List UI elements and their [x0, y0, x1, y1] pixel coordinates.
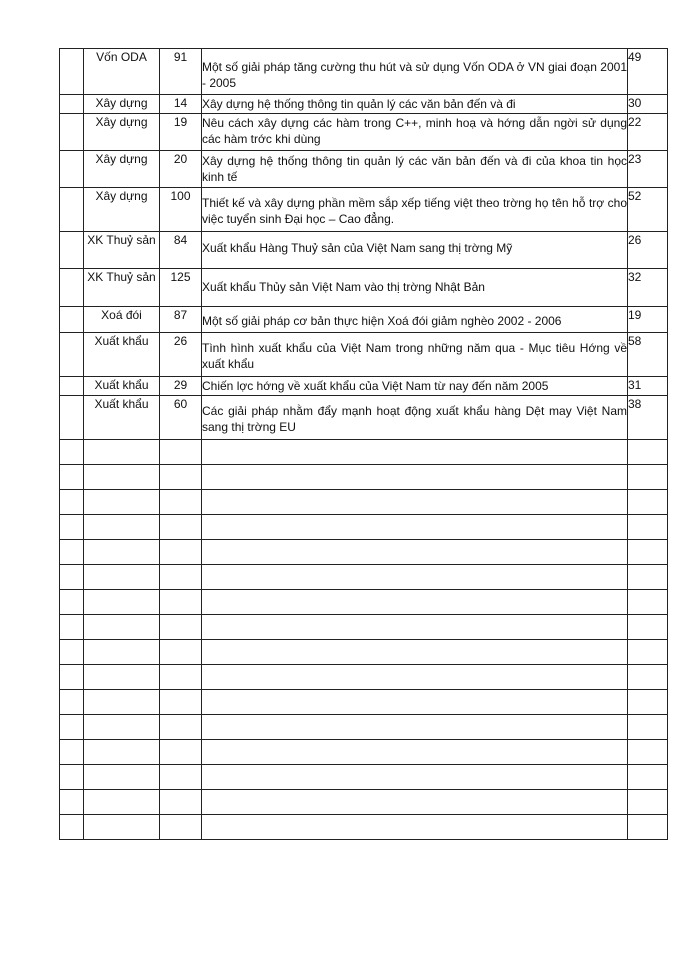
empty-cell — [202, 740, 628, 765]
empty-cell — [202, 690, 628, 715]
empty-cell — [628, 740, 668, 765]
empty-cell — [202, 615, 628, 640]
table-row — [60, 95, 668, 114]
empty-row — [60, 465, 668, 490]
number-cell: 14 — [160, 95, 202, 114]
title-cell: Xuất khẩu Thủy sản Việt Nam vào thị trờng Nhật Bản — [202, 269, 628, 307]
number-cell: 125 — [160, 269, 202, 307]
number-cell: 29 — [160, 377, 202, 396]
category-cell: XK Thuỷ sản — [84, 269, 160, 307]
title-cell: Xây dựng hệ thống thông tin quản lý các văn bản đến và đi của khoa tin học kinh tế — [202, 151, 628, 188]
empty-cell — [60, 565, 84, 590]
table-row — [60, 232, 668, 269]
category-cell: Xây dựng — [84, 151, 160, 188]
empty-cell — [628, 640, 668, 665]
category-cell: Xây dựng — [84, 95, 160, 114]
number-cell: 100 — [160, 188, 202, 232]
title-cell: Một số giải pháp tăng cường thu hút và sử dụng Vốn ODA ở VN giai đoạn 2001 - 2005 — [202, 49, 628, 95]
empty-cell — [628, 590, 668, 615]
empty-cell — [60, 440, 84, 465]
thesis-list-table — [59, 48, 668, 840]
empty-row — [60, 640, 668, 665]
empty-cell — [160, 740, 202, 765]
empty-cell — [160, 765, 202, 790]
empty-cell — [160, 715, 202, 740]
table-row — [60, 49, 668, 95]
empty-cell — [160, 815, 202, 840]
empty-cell — [84, 690, 160, 715]
category-cell: Xuất khẩu — [84, 333, 160, 377]
empty-cell — [160, 565, 202, 590]
empty-cell — [60, 765, 84, 790]
number-cell: 60 — [160, 396, 202, 440]
empty-cell — [60, 540, 84, 565]
empty-cell — [202, 765, 628, 790]
empty-cell — [628, 715, 668, 740]
empty-cell — [160, 690, 202, 715]
empty-cell — [84, 515, 160, 540]
empty-cell — [160, 665, 202, 690]
empty-cell — [60, 740, 84, 765]
page-cell: 49 — [628, 49, 668, 95]
number-cell: 26 — [160, 333, 202, 377]
empty-cell — [84, 440, 160, 465]
empty-cell — [60, 790, 84, 815]
page-cell: 30 — [628, 95, 668, 114]
table-row — [60, 333, 668, 377]
table-row — [60, 188, 668, 232]
empty-cell — [202, 640, 628, 665]
empty-cell — [160, 590, 202, 615]
empty-cell — [628, 515, 668, 540]
empty-cell — [202, 465, 628, 490]
empty-cell — [60, 515, 84, 540]
empty-cell — [84, 540, 160, 565]
row-marker-cell — [60, 333, 84, 377]
empty-cell — [60, 615, 84, 640]
empty-row — [60, 490, 668, 515]
empty-cell — [84, 740, 160, 765]
empty-cell — [160, 515, 202, 540]
page-cell: 19 — [628, 307, 668, 333]
empty-cell — [84, 665, 160, 690]
empty-cell — [60, 815, 84, 840]
empty-cell — [202, 815, 628, 840]
empty-cell — [84, 615, 160, 640]
empty-cell — [160, 615, 202, 640]
table-row — [60, 151, 668, 188]
empty-cell — [84, 590, 160, 615]
title-cell: Chiến lợc hớng về xuất khẩu của Việt Nam từ nay đến năm 2005 — [202, 377, 628, 396]
empty-cell — [84, 465, 160, 490]
empty-cell — [84, 765, 160, 790]
title-cell: Nêu cách xây dựng các hàm trong C++, minh hoạ và hớng dẫn ngời sử dụng các hàm trớc khi dùng — [202, 114, 628, 151]
page-cell: 31 — [628, 377, 668, 396]
empty-cell — [202, 565, 628, 590]
empty-cell — [628, 540, 668, 565]
title-cell: Xây dựng hệ thống thông tin quản lý các văn bản đến và đi — [202, 95, 628, 114]
empty-cell — [160, 790, 202, 815]
table-row — [60, 307, 668, 333]
empty-cell — [60, 690, 84, 715]
empty-cell — [202, 440, 628, 465]
empty-cell — [202, 715, 628, 740]
page-cell: 38 — [628, 396, 668, 440]
empty-cell — [160, 640, 202, 665]
empty-cell — [628, 790, 668, 815]
empty-cell — [84, 565, 160, 590]
page-cell: 32 — [628, 269, 668, 307]
empty-row — [60, 740, 668, 765]
category-cell: Xuất khẩu — [84, 377, 160, 396]
title-cell: Xuất khẩu Hàng Thuỷ sản của Việt Nam sang thị trờng Mỹ — [202, 232, 628, 269]
title-cell: Một số giải pháp cơ bản thực hiện Xoá đói giảm nghèo 2002 - 2006 — [202, 307, 628, 333]
empty-cell — [628, 815, 668, 840]
empty-row — [60, 790, 668, 815]
empty-cell — [628, 765, 668, 790]
empty-row — [60, 715, 668, 740]
number-cell: 20 — [160, 151, 202, 188]
empty-cell — [202, 665, 628, 690]
empty-row — [60, 615, 668, 640]
number-cell: 87 — [160, 307, 202, 333]
number-cell: 91 — [160, 49, 202, 95]
title-cell: Tình hình xuất khẩu của Việt Nam trong những năm qua - Mục tiêu Hớng về xuất khẩu — [202, 333, 628, 377]
category-cell: Xuất khẩu — [84, 396, 160, 440]
row-marker-cell — [60, 114, 84, 151]
category-cell: Xoá đói — [84, 307, 160, 333]
number-cell: 19 — [160, 114, 202, 151]
empty-cell — [60, 640, 84, 665]
empty-cell — [160, 490, 202, 515]
empty-cell — [60, 715, 84, 740]
empty-cell — [84, 715, 160, 740]
empty-cell — [202, 515, 628, 540]
page-cell: 52 — [628, 188, 668, 232]
category-cell: Xây dựng — [84, 114, 160, 151]
row-marker-cell — [60, 396, 84, 440]
empty-cell — [60, 665, 84, 690]
empty-cell — [60, 590, 84, 615]
table-row — [60, 269, 668, 307]
empty-cell — [202, 540, 628, 565]
category-cell: Xây dựng — [84, 188, 160, 232]
empty-row — [60, 440, 668, 465]
title-cell: Thiết kế và xây dựng phần mềm sắp xếp tiếng việt theo trờng họ tên hỗ trợ cho việc tuyển sinh Đại học – Cao đẳng. — [202, 188, 628, 232]
category-cell: XK Thuỷ sản — [84, 232, 160, 269]
empty-cell — [84, 490, 160, 515]
row-marker-cell — [60, 188, 84, 232]
row-marker-cell — [60, 232, 84, 269]
empty-row — [60, 565, 668, 590]
empty-row — [60, 590, 668, 615]
page-cell: 23 — [628, 151, 668, 188]
number-cell: 84 — [160, 232, 202, 269]
empty-cell — [84, 790, 160, 815]
empty-cell — [84, 640, 160, 665]
empty-cell — [160, 465, 202, 490]
category-cell: Vốn ODA — [84, 49, 160, 95]
empty-cell — [160, 540, 202, 565]
empty-cell — [60, 465, 84, 490]
empty-cell — [202, 590, 628, 615]
empty-cell — [628, 615, 668, 640]
empty-cell — [202, 490, 628, 515]
empty-row — [60, 690, 668, 715]
row-marker-cell — [60, 49, 84, 95]
table-row — [60, 377, 668, 396]
page-cell: 26 — [628, 232, 668, 269]
empty-cell — [628, 690, 668, 715]
empty-cell — [60, 490, 84, 515]
empty-cell — [628, 465, 668, 490]
empty-cell — [628, 440, 668, 465]
empty-row — [60, 765, 668, 790]
empty-row — [60, 815, 668, 840]
row-marker-cell — [60, 151, 84, 188]
empty-cell — [628, 565, 668, 590]
empty-row — [60, 515, 668, 540]
empty-row — [60, 665, 668, 690]
table-row — [60, 114, 668, 151]
empty-cell — [202, 790, 628, 815]
row-marker-cell — [60, 269, 84, 307]
empty-cell — [628, 665, 668, 690]
table-row — [60, 396, 668, 440]
page-cell: 58 — [628, 333, 668, 377]
empty-cell — [160, 440, 202, 465]
row-marker-cell — [60, 95, 84, 114]
empty-cell — [84, 815, 160, 840]
empty-cell — [628, 490, 668, 515]
title-cell: Các giải pháp nhằm đẩy mạnh hoạt động xuất khẩu hàng Dệt may Việt Nam sang thị trờng EU — [202, 396, 628, 440]
empty-row — [60, 540, 668, 565]
row-marker-cell — [60, 307, 84, 333]
row-marker-cell — [60, 377, 84, 396]
page-cell: 22 — [628, 114, 668, 151]
